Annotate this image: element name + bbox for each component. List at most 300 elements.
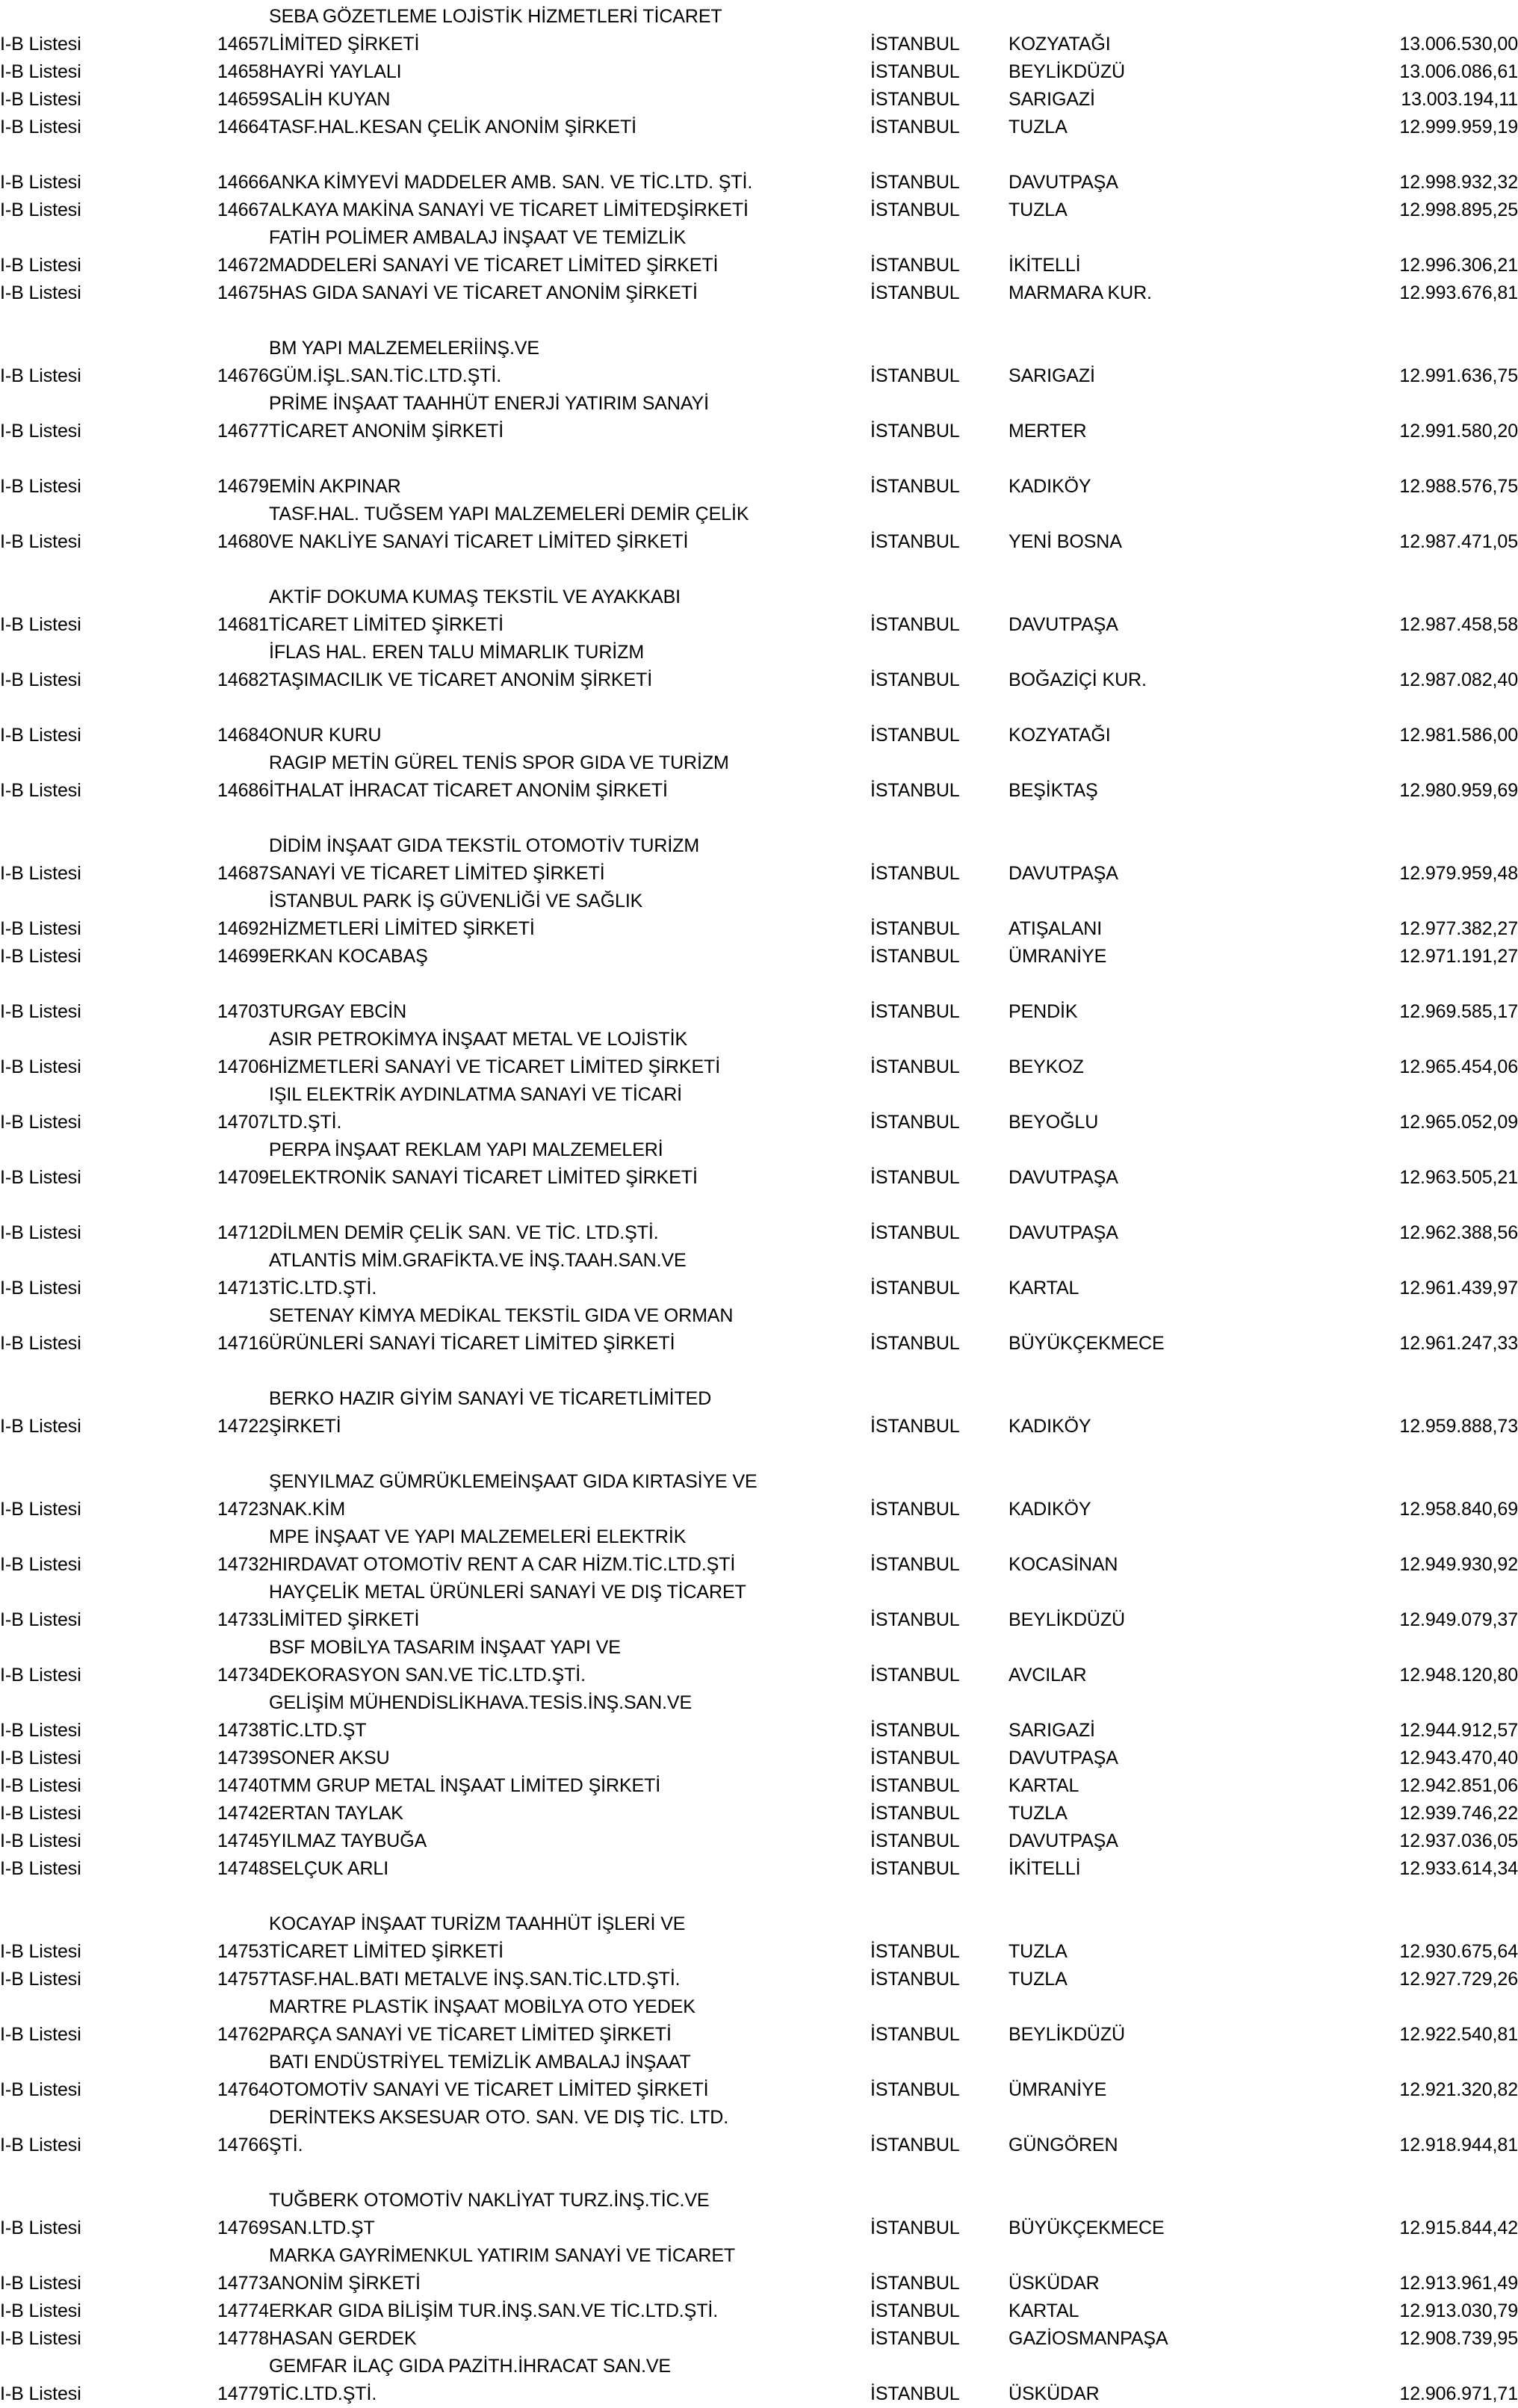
city-cell: İSTANBUL bbox=[870, 1748, 960, 1768]
city-cell: İSTANBUL bbox=[870, 1941, 960, 1962]
table-row bbox=[0, 1717, 1518, 1745]
district-cell: DAVUTPAŞA bbox=[1009, 1167, 1118, 1188]
district-cell: KADIKÖY bbox=[1009, 1499, 1091, 1520]
city-cell: İSTANBUL bbox=[870, 1333, 960, 1354]
company-name-cell: SAN.LTD.ŞT bbox=[269, 2217, 375, 2238]
company-name-line1: ATLANTİS MİM.GRAFİKTA.VE İNŞ.TAAH.SAN.VE bbox=[269, 1250, 687, 1271]
list-type-cell: I-B Listesi bbox=[0, 1665, 81, 1686]
company-name-cell: HİZMETLERİ LİMİTED ŞİRKETİ bbox=[269, 918, 535, 939]
amount-spacer bbox=[1337, 1634, 1518, 1662]
list-type-cell: I-B Listesi bbox=[0, 946, 81, 967]
amount-spacer bbox=[1337, 584, 1518, 611]
blank-line bbox=[0, 141, 1518, 169]
list-type-cell: I-B Listesi bbox=[0, 1167, 81, 1188]
district-spacer bbox=[1009, 3, 1337, 31]
list-label-spacer bbox=[0, 2104, 183, 2132]
table-row bbox=[0, 2214, 1518, 2242]
table-row bbox=[0, 1772, 1518, 1800]
company-name-cell: SONER AKSU bbox=[269, 1748, 390, 1768]
list-type-cell: I-B Listesi bbox=[0, 918, 81, 939]
table-row-name-continuation bbox=[0, 335, 1518, 362]
list-type-cell: I-B Listesi bbox=[0, 1056, 81, 1077]
district-cell: ÜSKÜDAR bbox=[1009, 2273, 1100, 2294]
list-type-cell: I-B Listesi bbox=[0, 282, 81, 303]
city-cell: İSTANBUL bbox=[870, 61, 960, 82]
amount-cell: 12.948.120,80 bbox=[1399, 1665, 1518, 1686]
amount-spacer bbox=[1337, 1993, 1518, 2021]
district-cell: KARTAL bbox=[1009, 1775, 1079, 1796]
amount-cell: 12.999.959,19 bbox=[1399, 117, 1518, 137]
table-row-name-continuation bbox=[0, 2353, 1518, 2380]
amount-spacer bbox=[1337, 501, 1518, 528]
sequence-number-cell: 14723 bbox=[217, 1499, 269, 1520]
district-cell: YENİ BOSNA bbox=[1009, 531, 1122, 552]
company-name-line1: ASIR PETROKİMYA İNŞAAT METAL VE LOJİSTİK bbox=[269, 1029, 688, 1050]
city-cell: İSTANBUL bbox=[870, 1554, 960, 1575]
amount-cell: 12.965.052,09 bbox=[1399, 1112, 1518, 1133]
table-row bbox=[0, 2297, 1518, 2325]
company-name-line1: ŞENYILMAZ GÜMRÜKLEMEİNŞAAT GIDA KIRTASİYE VE bbox=[269, 1471, 758, 1492]
company-name-cell: SALİH KUYAN bbox=[269, 89, 391, 110]
company-name-line1: TASF.HAL. TUĞSEM YAPI MALZEMELERİ DEMİR ÇELİK bbox=[269, 504, 749, 524]
sequence-number-cell: 14733 bbox=[217, 1609, 269, 1630]
blank-line bbox=[0, 971, 1518, 998]
amount-cell: 12.918.944,81 bbox=[1399, 2135, 1518, 2155]
city-cell: İSTANBUL bbox=[870, 2273, 960, 2294]
amount-spacer bbox=[1337, 1081, 1518, 1109]
city-cell: İSTANBUL bbox=[870, 172, 960, 193]
table-row bbox=[0, 1219, 1518, 1247]
amount-cell: 12.998.895,25 bbox=[1399, 199, 1518, 220]
company-name-cell: HAS GIDA SANAYİ VE TİCARET ANONİM ŞİRKETİ bbox=[269, 282, 698, 303]
district-spacer bbox=[1009, 584, 1337, 611]
amount-cell: 12.987.082,40 bbox=[1399, 669, 1518, 690]
company-name-cell: ALKAYA MAKİNA SANAYİ VE TİCARET LİMİTEDŞİRKETİ bbox=[269, 199, 749, 220]
city-spacer bbox=[870, 3, 1009, 31]
amount-cell: 12.930.675,64 bbox=[1399, 1941, 1518, 1962]
city-cell: İSTANBUL bbox=[870, 669, 960, 690]
company-name-line1: MARKA GAYRİMENKUL YATIRIM SANAYİ VE TİCARET bbox=[269, 2245, 736, 2266]
list-label-spacer bbox=[0, 1247, 183, 1275]
company-name-cell: TASF.HAL.KESAN ÇELİK ANONİM ŞİRKETİ bbox=[269, 117, 636, 137]
district-cell: MERTER bbox=[1009, 421, 1087, 442]
list-type-cell: I-B Listesi bbox=[0, 725, 81, 746]
company-name-cell: ERKAR GIDA BİLİŞİM TUR.İNŞ.SAN.VE TİC.LTD.ŞTİ. bbox=[269, 2300, 719, 2321]
id-spacer bbox=[183, 3, 269, 31]
id-spacer bbox=[183, 501, 269, 528]
amount-spacer bbox=[1337, 2242, 1518, 2270]
sequence-number-cell: 14732 bbox=[217, 1554, 269, 1575]
list-type-cell: I-B Listesi bbox=[0, 1803, 81, 1824]
company-name-cell: TİC.LTD.ŞT bbox=[269, 1720, 367, 1741]
amount-cell: 13.003.194,11 bbox=[1401, 89, 1518, 110]
table-row bbox=[0, 196, 1518, 224]
list-label-spacer bbox=[0, 1136, 183, 1164]
company-name-cell: DİLMEN DEMİR ÇELİK SAN. VE TİC. LTD.ŞTİ. bbox=[269, 1222, 659, 1243]
district-cell: SARIGAZİ bbox=[1009, 1720, 1095, 1741]
city-cell: İSTANBUL bbox=[870, 1775, 960, 1796]
amount-spacer bbox=[1337, 639, 1518, 666]
district-cell: DAVUTPAŞA bbox=[1009, 172, 1118, 193]
amount-cell: 12.987.458,58 bbox=[1399, 614, 1518, 635]
sequence-number-cell: 14672 bbox=[217, 255, 269, 276]
city-cell: İSTANBUL bbox=[870, 918, 960, 939]
amount-cell: 12.906.971,71 bbox=[1399, 2383, 1518, 2404]
blank-line bbox=[0, 556, 1518, 584]
district-spacer bbox=[1009, 1523, 1337, 1551]
city-spacer bbox=[870, 1993, 1009, 2021]
city-spacer bbox=[870, 1026, 1009, 1053]
sequence-number-cell: 14687 bbox=[217, 863, 269, 884]
city-cell: İSTANBUL bbox=[870, 1665, 960, 1686]
table-row-name-continuation bbox=[0, 1689, 1518, 1717]
list-label-spacer bbox=[0, 224, 183, 252]
id-spacer bbox=[183, 1579, 269, 1606]
amount-cell: 12.991.580,20 bbox=[1399, 421, 1518, 442]
district-spacer bbox=[1009, 749, 1337, 777]
table-row bbox=[0, 418, 1518, 445]
city-cell: İSTANBUL bbox=[870, 199, 960, 220]
company-name-line1: AKTİF DOKUMA KUMAŞ TEKSTİL VE AYAKKABI bbox=[269, 586, 681, 607]
list-type-cell: I-B Listesi bbox=[0, 1001, 81, 1022]
district-spacer bbox=[1009, 1026, 1337, 1053]
city-cell: İSTANBUL bbox=[870, 531, 960, 552]
list-type-cell: I-B Listesi bbox=[0, 1969, 81, 1990]
sequence-number-cell: 14748 bbox=[217, 1858, 269, 1879]
list-label-spacer bbox=[0, 2353, 183, 2380]
list-type-cell: I-B Listesi bbox=[0, 531, 81, 552]
sequence-number-cell: 14722 bbox=[217, 1416, 269, 1437]
table-row bbox=[0, 279, 1518, 307]
company-name-cell: TURGAY EBCİN bbox=[269, 1001, 407, 1022]
amount-spacer bbox=[1337, 3, 1518, 31]
district-spacer bbox=[1009, 390, 1337, 418]
id-spacer bbox=[183, 2187, 269, 2214]
row-spacer bbox=[0, 971, 1518, 998]
company-name-line1: DERİNTEKS AKSESUAR OTO. SAN. VE DIŞ TİC. LTD. bbox=[269, 2107, 729, 2128]
district-spacer bbox=[1009, 832, 1337, 860]
amount-cell: 12.961.439,97 bbox=[1399, 1278, 1518, 1299]
city-cell: İSTANBUL bbox=[870, 1278, 960, 1299]
city-spacer bbox=[870, 888, 1009, 915]
list-type-cell: I-B Listesi bbox=[0, 1609, 81, 1630]
sequence-number-cell: 14686 bbox=[217, 780, 269, 801]
company-name-line1: GEMFAR İLAÇ GIDA PAZİTH.İHRACAT SAN.VE bbox=[269, 2356, 671, 2377]
list-type-cell: I-B Listesi bbox=[0, 2300, 81, 2321]
list-label-spacer bbox=[0, 639, 183, 666]
amount-cell: 12.996.306,21 bbox=[1399, 255, 1518, 276]
amount-cell: 12.949.079,37 bbox=[1399, 1609, 1518, 1630]
sequence-number-cell: 14712 bbox=[217, 1222, 269, 1243]
company-name-cell: LİMİTED ŞİRKETİ bbox=[269, 1609, 420, 1630]
city-spacer bbox=[870, 2104, 1009, 2132]
sequence-number-cell: 14664 bbox=[217, 117, 269, 137]
list-type-cell: I-B Listesi bbox=[0, 1941, 81, 1962]
company-name-line1: IŞIL ELEKTRİK AYDINLATMA SANAYİ VE TİCARİ bbox=[269, 1084, 683, 1105]
district-cell: BEYLİKDÜZÜ bbox=[1009, 2024, 1125, 2045]
district-spacer bbox=[1009, 2049, 1337, 2076]
amount-cell: 12.981.586,00 bbox=[1399, 725, 1518, 746]
company-name-cell: HİZMETLERİ SANAYİ VE TİCARET LİMİTED ŞİRKETİ bbox=[269, 1056, 721, 1077]
table-row-name-continuation bbox=[0, 2242, 1518, 2270]
sequence-number-cell: 14753 bbox=[217, 1941, 269, 1962]
amount-cell: 12.921.320,82 bbox=[1399, 2079, 1518, 2100]
table-row bbox=[0, 1800, 1518, 1827]
city-cell: İSTANBUL bbox=[870, 946, 960, 967]
sequence-number-cell: 14773 bbox=[217, 2273, 269, 2294]
table-row bbox=[0, 666, 1518, 694]
city-cell: İSTANBUL bbox=[870, 2328, 960, 2349]
amount-spacer bbox=[1337, 1247, 1518, 1275]
company-name-cell: TASF.HAL.BATI METALVE İNŞ.SAN.TİC.LTD.ŞTİ. bbox=[269, 1969, 681, 1990]
city-spacer bbox=[870, 1634, 1009, 1662]
list-type-cell: I-B Listesi bbox=[0, 1112, 81, 1133]
company-name-cell: VE NAKLİYE SANAYİ TİCARET LİMİTED ŞİRKETİ bbox=[269, 531, 689, 552]
amount-cell: 12.937.036,05 bbox=[1399, 1830, 1518, 1851]
amount-cell: 12.959.888,73 bbox=[1399, 1416, 1518, 1437]
table-row-name-continuation bbox=[0, 1081, 1518, 1109]
city-cell: İSTANBUL bbox=[870, 282, 960, 303]
district-cell: TUZLA bbox=[1009, 199, 1068, 220]
company-name-cell: ŞİRKETİ bbox=[269, 1416, 341, 1437]
sequence-number-cell: 14764 bbox=[217, 2079, 269, 2100]
table-row bbox=[0, 777, 1518, 805]
district-cell: BÜYÜKÇEKMECE bbox=[1009, 2217, 1165, 2238]
city-cell: İSTANBUL bbox=[870, 365, 960, 386]
district-cell: GÜNGÖREN bbox=[1009, 2135, 1118, 2155]
company-name-cell: SELÇUK ARLI bbox=[269, 1858, 389, 1879]
list-type-cell: I-B Listesi bbox=[0, 1775, 81, 1796]
city-spacer bbox=[870, 1136, 1009, 1164]
id-spacer bbox=[183, 335, 269, 362]
list-type-cell: I-B Listesi bbox=[0, 1278, 81, 1299]
table-row bbox=[0, 1606, 1518, 1634]
city-cell: İSTANBUL bbox=[870, 1720, 960, 1741]
company-name-line1: BERKO HAZIR GİYİM SANAYİ VE TİCARETLİMİTED bbox=[269, 1388, 712, 1409]
list-label-spacer bbox=[0, 1385, 183, 1413]
city-cell: İSTANBUL bbox=[870, 1609, 960, 1630]
city-cell: İSTANBUL bbox=[870, 2079, 960, 2100]
district-cell: SARIGAZİ bbox=[1009, 365, 1095, 386]
sequence-number-cell: 14774 bbox=[217, 2300, 269, 2321]
district-cell: KARTAL bbox=[1009, 1278, 1079, 1299]
city-spacer bbox=[870, 1385, 1009, 1413]
company-name-cell: HIRDAVAT OTOMOTİV RENT A CAR HİZM.TİC.LTD.ŞTİ bbox=[269, 1554, 736, 1575]
district-spacer bbox=[1009, 1993, 1337, 2021]
district-cell: KOCASİNAN bbox=[1009, 1554, 1118, 1575]
blank-line bbox=[0, 1358, 1518, 1385]
amount-spacer bbox=[1337, 2187, 1518, 2214]
district-spacer bbox=[1009, 2187, 1337, 2214]
amount-spacer bbox=[1337, 1579, 1518, 1606]
list-type-cell: I-B Listesi bbox=[0, 1748, 81, 1768]
city-cell: İSTANBUL bbox=[870, 421, 960, 442]
list-type-cell: I-B Listesi bbox=[0, 780, 81, 801]
table-row bbox=[0, 2325, 1518, 2353]
table-row bbox=[0, 1827, 1518, 1855]
table-row-name-continuation bbox=[0, 584, 1518, 611]
city-spacer bbox=[870, 1468, 1009, 1496]
company-name-cell: ÜRÜNLERİ SANAYİ TİCARET LİMİTED ŞİRKETİ bbox=[269, 1333, 675, 1354]
list-type-cell: I-B Listesi bbox=[0, 2328, 81, 2349]
sequence-number-cell: 14707 bbox=[217, 1112, 269, 1133]
table-row bbox=[0, 1413, 1518, 1440]
city-spacer bbox=[870, 2353, 1009, 2380]
amount-spacer bbox=[1337, 2104, 1518, 2132]
company-name-cell: TİC.LTD.ŞTİ. bbox=[269, 2383, 377, 2404]
amount-cell: 12.944.912,57 bbox=[1399, 1720, 1518, 1741]
company-name-cell: ANONİM ŞİRKETİ bbox=[269, 2273, 421, 2294]
district-spacer bbox=[1009, 1689, 1337, 1717]
company-name-cell: ANKA KİMYEVİ MADDELER AMB. SAN. VE TİC.LTD. ŞTİ. bbox=[269, 172, 753, 193]
district-cell: SARIGAZİ bbox=[1009, 89, 1095, 110]
district-cell: BEŞİKTAŞ bbox=[1009, 780, 1098, 801]
list-type-cell: I-B Listesi bbox=[0, 2024, 81, 2045]
city-cell: İSTANBUL bbox=[870, 1830, 960, 1851]
list-type-cell: I-B Listesi bbox=[0, 199, 81, 220]
table-row bbox=[0, 169, 1518, 196]
table-row bbox=[0, 2380, 1518, 2408]
table-row-name-continuation bbox=[0, 1579, 1518, 1606]
company-name-cell: SANAYİ VE TİCARET LİMİTED ŞİRKETİ bbox=[269, 863, 605, 884]
list-label-spacer bbox=[0, 390, 183, 418]
table-row-name-continuation bbox=[0, 2187, 1518, 2214]
list-label-spacer bbox=[0, 1026, 183, 1053]
amount-cell: 12.965.454,06 bbox=[1399, 1056, 1518, 1077]
company-name-cell: DEKORASYON SAN.VE TİC.LTD.ŞTİ. bbox=[269, 1665, 586, 1686]
company-name-line1: MPE İNŞAAT VE YAPI MALZEMELERİ ELEKTRİK bbox=[269, 1526, 687, 1547]
table-row bbox=[0, 2076, 1518, 2104]
city-cell: İSTANBUL bbox=[870, 476, 960, 497]
list-type-cell: I-B Listesi bbox=[0, 2079, 81, 2100]
company-name-cell: LİMİTED ŞİRKETİ bbox=[269, 34, 420, 55]
table-row bbox=[0, 362, 1518, 390]
row-spacer bbox=[0, 694, 1518, 722]
id-spacer bbox=[183, 1523, 269, 1551]
list-type-cell: I-B Listesi bbox=[0, 61, 81, 82]
company-name-line1: HAYÇELİK METAL ÜRÜNLERİ SANAYİ VE DIŞ TİCARET bbox=[269, 1582, 746, 1603]
table-row bbox=[0, 1551, 1518, 1579]
list-type-cell: I-B Listesi bbox=[0, 2135, 81, 2155]
city-spacer bbox=[870, 2242, 1009, 2270]
sequence-number-cell: 14682 bbox=[217, 669, 269, 690]
list-label-spacer bbox=[0, 335, 183, 362]
list-label-spacer bbox=[0, 1910, 183, 1938]
company-name-cell: ELEKTRONİK SANAYİ TİCARET LİMİTED ŞİRKETİ bbox=[269, 1167, 698, 1188]
table-row bbox=[0, 1330, 1518, 1358]
table-row-name-continuation bbox=[0, 1468, 1518, 1496]
amount-spacer bbox=[1337, 1910, 1518, 1938]
district-cell: DAVUTPAŞA bbox=[1009, 863, 1118, 884]
id-spacer bbox=[183, 1993, 269, 2021]
sequence-number-cell: 14766 bbox=[217, 2135, 269, 2155]
sequence-number-cell: 14713 bbox=[217, 1278, 269, 1299]
row-spacer bbox=[0, 141, 1518, 169]
sequence-number-cell: 14667 bbox=[217, 199, 269, 220]
amount-spacer bbox=[1337, 832, 1518, 860]
district-cell: KARTAL bbox=[1009, 2300, 1079, 2321]
district-spacer bbox=[1009, 501, 1337, 528]
table-row bbox=[0, 860, 1518, 888]
sequence-number-cell: 14675 bbox=[217, 282, 269, 303]
table-row bbox=[0, 1053, 1518, 1081]
list-type-cell: I-B Listesi bbox=[0, 2273, 81, 2294]
amount-cell: 12.922.540,81 bbox=[1399, 2024, 1518, 2045]
row-spacer bbox=[0, 445, 1518, 473]
list-type-cell: I-B Listesi bbox=[0, 421, 81, 442]
city-spacer bbox=[870, 1910, 1009, 1938]
company-name-cell: HAYRİ YAYLALI bbox=[269, 61, 402, 82]
table-row bbox=[0, 86, 1518, 114]
table-row bbox=[0, 1275, 1518, 1302]
blank-line bbox=[0, 2159, 1518, 2187]
list-type-cell: I-B Listesi bbox=[0, 2383, 81, 2404]
list-type-cell: I-B Listesi bbox=[0, 172, 81, 193]
sequence-number-cell: 14762 bbox=[217, 2024, 269, 2045]
id-spacer bbox=[183, 1136, 269, 1164]
city-spacer bbox=[870, 2049, 1009, 2076]
sequence-number-cell: 14699 bbox=[217, 946, 269, 967]
company-name-cell: ŞTİ. bbox=[269, 2135, 303, 2155]
table-row-name-continuation bbox=[0, 1634, 1518, 1662]
amount-cell: 12.927.729,26 bbox=[1399, 1969, 1518, 1990]
district-cell: DAVUTPAŞA bbox=[1009, 1830, 1118, 1851]
amount-cell: 12.949.930,92 bbox=[1399, 1554, 1518, 1575]
row-spacer bbox=[0, 805, 1518, 832]
table-row-name-continuation bbox=[0, 2104, 1518, 2132]
city-cell: İSTANBUL bbox=[870, 780, 960, 801]
list-type-cell: I-B Listesi bbox=[0, 1858, 81, 1879]
table-row bbox=[0, 1164, 1518, 1192]
table-row-name-continuation bbox=[0, 1136, 1518, 1164]
table-row-name-continuation bbox=[0, 1026, 1518, 1053]
id-spacer bbox=[183, 2049, 269, 2076]
id-spacer bbox=[183, 1026, 269, 1053]
list-label-spacer bbox=[0, 584, 183, 611]
sequence-number-cell: 14738 bbox=[217, 1720, 269, 1741]
row-spacer bbox=[0, 1440, 1518, 1468]
table-row bbox=[0, 611, 1518, 639]
district-cell: TUZLA bbox=[1009, 1941, 1068, 1962]
list-type-cell: I-B Listesi bbox=[0, 669, 81, 690]
table-row bbox=[0, 1966, 1518, 1993]
district-cell: GAZİOSMANPAŞA bbox=[1009, 2328, 1168, 2349]
district-spacer bbox=[1009, 1302, 1337, 1330]
list-type-cell: I-B Listesi bbox=[0, 1554, 81, 1575]
city-cell: İSTANBUL bbox=[870, 1969, 960, 1990]
company-name-cell: EMİN AKPINAR bbox=[269, 476, 401, 497]
amount-cell: 12.958.840,69 bbox=[1399, 1499, 1518, 1520]
list-type-cell: I-B Listesi bbox=[0, 117, 81, 137]
list-label-spacer bbox=[0, 832, 183, 860]
row-spacer bbox=[0, 556, 1518, 584]
amount-cell: 12.913.961,49 bbox=[1399, 2273, 1518, 2294]
list-label-spacer bbox=[0, 888, 183, 915]
sequence-number-cell: 14658 bbox=[217, 61, 269, 82]
table-row-name-continuation bbox=[0, 224, 1518, 252]
amount-cell: 12.961.247,33 bbox=[1399, 1333, 1518, 1354]
sequence-number-cell: 14692 bbox=[217, 918, 269, 939]
sequence-number-cell: 14739 bbox=[217, 1748, 269, 1768]
district-spacer bbox=[1009, 1136, 1337, 1164]
company-name-cell: TİCARET LİMİTED ŞİRKETİ bbox=[269, 614, 504, 635]
sequence-number-cell: 14657 bbox=[217, 34, 269, 55]
district-cell: BEYOĞLU bbox=[1009, 1112, 1099, 1133]
sequence-number-cell: 14680 bbox=[217, 531, 269, 552]
city-spacer bbox=[870, 749, 1009, 777]
list-label-spacer bbox=[0, 1523, 183, 1551]
list-label-spacer bbox=[0, 1468, 183, 1496]
